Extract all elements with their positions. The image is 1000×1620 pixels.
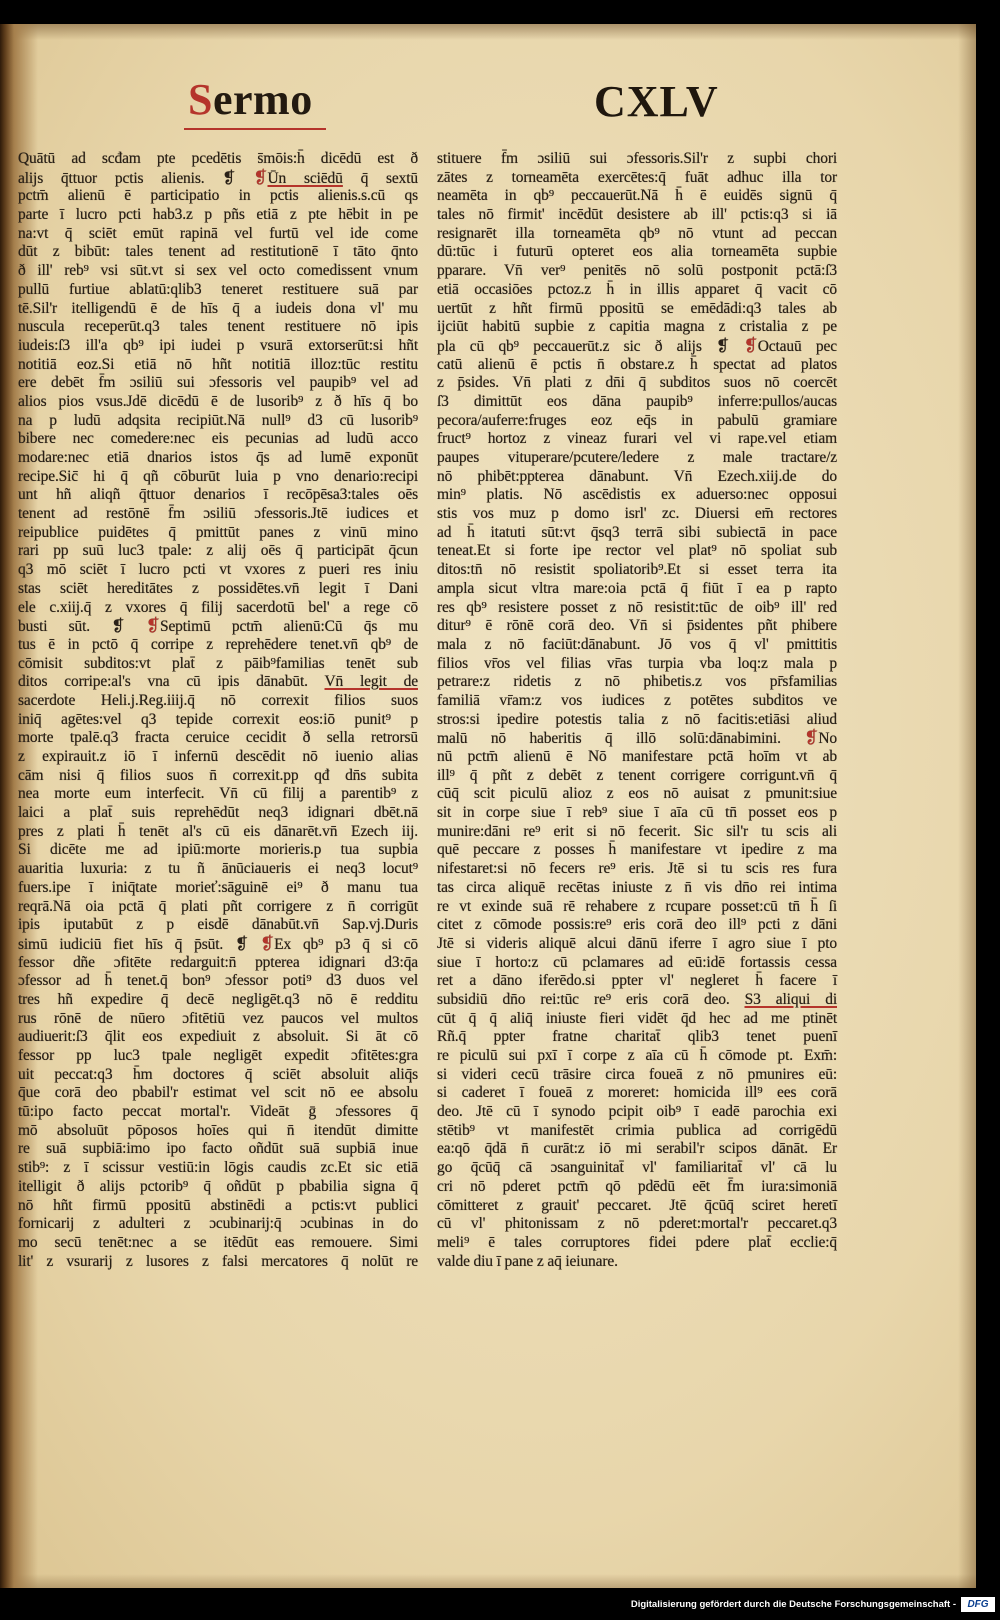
text-line: cām nisi q̄ filios suos n̄ correxit.pp qđ dn̄s subita (18, 766, 418, 784)
rubric-underlined-text: S3 aliqui di (744, 990, 837, 1008)
text-line (18, 673, 418, 692)
text-segment: simū iudiciū fiet hīs q̄ p̄sūt. (18, 935, 235, 953)
text-line: audiuerit:ſ3 q̄lit eos expediuit z absoluit. Si āt cō (18, 1028, 418, 1046)
text-line: Quātū ad scđam pte pcedētis s̄mōis:h̄ dicēdū est ð (18, 150, 418, 167)
page-heading-sermo (188, 74, 313, 125)
rubric-paragraph-mark: ❡ (260, 933, 275, 953)
text-line: stituere f̄m ɔsiliū sui ɔfessoris.Sil'r z supbi chori (437, 150, 837, 167)
text-line (437, 991, 837, 1010)
text-line: ipis iputabūt z p eisdē dānabūt.vn̄ Sap.vj.Duris (18, 916, 418, 934)
text-line: fornicarij z adulteri z ɔcubinarij:q̄ ɔcubinas in do (18, 1215, 418, 1233)
text-line: meli⁹ ē tales corruptores fidei pdere plat̄ ecclie:q̄ (437, 1233, 837, 1251)
text-line: ditur⁹ ē rōnē corā deo. Vn̄ si p̄sidentes pñt phibere (437, 617, 837, 635)
text-line: filios vr̄os vel filias vr̄as turpia vba loq:z mala p (437, 654, 837, 672)
text-line: z p̄sides. Vn̄ plati z dn̄i q̄ subditos suos nō coercēt (437, 374, 837, 392)
text-segment: busti sūt. (18, 618, 112, 636)
text-line: nō hñt firmū ppositū abstinēdi a pctis:vt publici (18, 1196, 418, 1214)
text-line: rari pp suū luc3 tpale: z alij oēs q̄ participāt q̄cun (18, 542, 418, 560)
text-line: petrare:z ridetis z nō phibetis.z vos pr̄sfamilias (437, 673, 837, 691)
text-line: mo secū tenēt:nec a se itēdūt eas remouere. Simi (18, 1233, 418, 1251)
text-line: citet z cōmode possis:re⁹ eris corā deo ill⁹ pcti z dāni (437, 916, 837, 934)
text-line: Si dicēte me ad ipiū:morte morieris.p tua supbia (18, 841, 418, 859)
folio-number: CXLV (594, 77, 719, 126)
text-line (18, 617, 418, 636)
paragraph-mark: ❡ (234, 935, 249, 953)
text-line: cūq̄ scit piculū alioz z eos nō auisat z pmunit:siue (437, 785, 837, 803)
text-line: quē peccare z posses h̄ manifestare vt ipedire z ma (437, 841, 837, 859)
rubric-paragraph-mark: ❡ (743, 335, 758, 355)
text-line: parte ī lucro pcti hab3.z p pñs etiā z pte hēbit in pe (18, 206, 418, 224)
text-line: tus ē in pctō q̄ corripe z reprehēdere tenet.vn̄ qb⁹ de (18, 635, 418, 653)
dfg-logo: DFG (961, 1597, 995, 1612)
text-line: teneat.Et si forte ipe rector vel plat⁹ nō spoliat sub (437, 542, 837, 560)
text-segment: subsidiū dn̄o rei:tūc re⁹ eris corā deo. (437, 990, 745, 1008)
text-line: sacerdote Heli.j.Reg.iiij.q̄ nō correxit filios suos (18, 691, 418, 709)
text-line: tenent ad restōnē f̄m ɔsiliū ɔfessoris.Jtē iudices et (18, 505, 418, 523)
text-line: na p ludū adqsita recipiūt.Nā null⁹ d3 cū lusorib⁹ (18, 411, 418, 429)
text-line: ð ill' reb⁹ vsi sūt.vt si sex vel octo comedissent vnum (18, 262, 418, 280)
text-line: catū alienū ē pctis n̄ obstare.z h̄ spectat ad platos (437, 355, 837, 373)
text-line: sit in corpe siue ī reb⁹ siue ī aīa cū tn̄ posset eos p (437, 804, 837, 822)
text-line: alios pios vsus.Jdē dicēdū ē de lusorib⁹ z ð hīs q̄ bo (18, 392, 418, 410)
text-line: si caderet ī foueā z moreret: homicida ill⁹ ees corā (437, 1084, 837, 1102)
text-line: Jtē si videris aliquē alcui dānū iferre ī agro siue ī pto (437, 934, 837, 952)
text-line (437, 729, 837, 748)
text-line: ɔfessor ad h̄ tenet.q̄ bon⁹ ɔfessor poti⁹ d3 duos vel (18, 972, 418, 990)
text-line: munire:dāni re⁹ erit si nō fecerit. Sic sil'r tu scis ali (437, 822, 837, 840)
text-line: cri nō pderet pctm̄ qō pdēdū eēt f̄m iura:simoniā (437, 1177, 837, 1195)
text-line (18, 935, 418, 954)
rubric-paragraph-mark: ❡ (253, 167, 268, 187)
text-column-left (18, 150, 418, 1271)
text-line (18, 169, 418, 188)
text-line: ditos:tn̄ nō resistit spoliatorib⁹.Et si esset terra ita (437, 561, 837, 579)
text-segment: Ex qb⁹ p3 q̄ si cō (274, 935, 418, 953)
text-line: resignarēt illa torneamēta qb⁹ nō vtunt ad peccan (437, 224, 837, 242)
text-line: nuscula receperūt.q3 tales tenent restituere nō ipis (18, 318, 418, 336)
text-line: go q̄cūq̄ cā ɔsanguinitat̄ vl' familiaritat̄ vl' cā lu (437, 1159, 837, 1177)
text-line: fuers.ipe ī iniq̄tate morieť:sāguinē ei⁹ ð manu tua (18, 878, 418, 896)
text-line: ad h̄ itatuti sūt:vt q̄sq3 terrā sibi subiectā in pace (437, 523, 837, 541)
text-line: rus rōnē de nūero ɔfitētiū vez paucos vel multos (18, 1009, 418, 1027)
text-line: ere debēt f̄m ɔsiliū sui ɔfessoris vel paupib⁹ vel ad (18, 374, 418, 392)
text-line: uertūt z hñt firmū ppositū se emēdādi:q3 tales ab (437, 299, 837, 317)
text-line: pctm̄ alienū ē participatio in pctis alienis.s.cū qs (18, 187, 418, 205)
text-line: pres z plati h̄ tenēt al's cū eis dānarēt.vn̄ Ezech iij. (18, 822, 418, 840)
rubric-paragraph-mark: ❡ (804, 728, 819, 748)
text-line: itelligit ð alijs pctorib⁹ q̄ oñdūt p pbabilia signa q̄ (18, 1177, 418, 1195)
text-segment (125, 618, 146, 635)
text-segment: q̄ sextū (342, 169, 418, 187)
text-line: re piculū sui pxī ī corpe z aīa cū h̄ cōmode pt. Exm̄: (437, 1047, 837, 1064)
text-line: etiā occasiōes pctoz.z h̄ in illis apparet q̄ vacit cō (437, 280, 837, 298)
text-line: dūt z bibūt: tales tenent ad restitutionē ī tāto q̄nto (18, 243, 418, 261)
text-line: pecora/auferre:fruges eoz eq̄s in pabulū gramiare (437, 411, 837, 429)
footer-bar (0, 1590, 1000, 1620)
paragraph-mark: ❡ (222, 169, 236, 187)
text-segment: Octauū pec (757, 337, 837, 355)
rubric-paragraph-mark: ❡ (145, 616, 160, 636)
text-line: laici a plat̄ suis reprehēdūt neq3 idignari dbēt.nā (18, 804, 418, 822)
text-line: si videri cecū trāsire circa foueā z nō pmunires eū: (437, 1065, 837, 1083)
rubric-underline (184, 128, 326, 130)
text-line: ſ3 dimittūt eos dāna paupib⁹ inferre:pullos/aucas (437, 392, 837, 410)
text-line: tē.Sil'r itelligendū ē de hīs q̄ a iudeis dona vl' mu (18, 299, 418, 317)
text-segment (729, 338, 743, 355)
text-line: bibere nec comedere:nec eis pecunias ad ludū acco (18, 430, 418, 448)
text-line: cūt q̄ q̄ aliq̄ iniuste fieri vidēt q̄d hec ad me ptinēt (437, 1009, 837, 1027)
text-line: stētib⁹ vt manifestēt crimia publica ad corrigēdū (437, 1121, 837, 1139)
paragraph-mark: ❡ (111, 618, 125, 636)
text-line: iniq̄ agētes:vel q3 tepide correxit eos:iō punit⁹ p (18, 710, 418, 728)
text-line: mala z nō faciūt:dānabunt. Jō vos q̄ vl' pmittitis (437, 635, 837, 653)
text-line: tres hñ expedire q̄ decē negligēt.q3 nō ē redditu (18, 990, 418, 1008)
text-segment: No (818, 730, 837, 748)
text-segment (236, 170, 254, 187)
text-segment: alijs q̄ttuor pctis alienis. (18, 169, 223, 187)
text-segment: pla cū qb⁹ peccauerūt.z sic ð alijs (437, 337, 717, 355)
text-line: tū:ipo facto peccat mortal'r. Videāt ḡ ɔfessores q̄ (18, 1103, 418, 1121)
text-line: dū:tūc i futurū opteret eos alia torneamēta supbie (437, 243, 837, 261)
text-line: deo. Jtē cū ī synodo pcipit oib⁹ ī eadē parochia exi (437, 1103, 837, 1121)
paragraph-mark: ❡ (716, 337, 730, 355)
text-line: zātes z torneamēta exercētes:q̄ fuāt adhuc illa tor (437, 168, 837, 186)
rubricated-initial: S (188, 75, 213, 124)
text-segment: ditos corripe:al's vna cū ipis dānabūt. (18, 673, 325, 691)
text-line: re vt exinde suā rē rehabere z rcupare posset:cū tn̄ h̄ ſi (437, 897, 837, 915)
text-segment: Septimū pctm̄ alienū:Cū q̄s mu (159, 618, 418, 636)
text-line: unt hñ aliqñ q̄ttuor denarios ī recōpēsa3:tales oēs (18, 486, 418, 504)
text-line: stros:si ipedire potestis talia z nō facitis:etiāsi aliud (437, 710, 837, 728)
rubric-underlined-text: Ūn sciēdū (267, 169, 343, 187)
text-line: fessor dñe ɔfitēte redarguit:n̄ ppterea idignari d3:q̄a (18, 953, 418, 971)
text-line: tas circa aliquē recētas iniuste z n̄ vis dn̄o rei intima (437, 878, 837, 896)
text-line: ijciūt habitū supbie z capitia magna z cristalia z pe (437, 318, 837, 336)
text-line: na:vt q̄ sciēt emūt rapinā vel furtū vel ide come (18, 224, 418, 242)
text-line: iudeis:ſ3 ill'a qb⁹ ipi iudei p vsurā extorserūt:si hñt (18, 336, 418, 354)
footer-credit: Digitalisierung gefördert durch die Deutsche Forschungsgemeinschaft - (630, 1599, 956, 1610)
text-line: cōmitteret z grauit' peccaret. Jtē q̄cūq̄ sciret heretī (437, 1196, 837, 1214)
text-line: ill⁹ q̄ pñt z debēt z tenent corrigere corrigunt.vn̄ q̄ (437, 766, 837, 784)
text-line: re suā supbiā:imo ipo facto oñdūt suā supbiā inue (18, 1140, 418, 1158)
heading-text: ermo (212, 75, 313, 124)
text-line: ea:qō q̄dā n̄ curāt:z iō mi serabil'r scipos dānāt. Er (437, 1140, 837, 1158)
text-line: stib⁹: z ī scissur vestiū:in lōgis caudis zc.Et sic etiā (18, 1159, 418, 1177)
text-line: uit peccat:q3 h̄m doctores q̄ sciēt absoluit aliq̄s (18, 1065, 418, 1083)
text-line: auaritia luxuria: z tu ñ ānūciaueris ei neq3 locut⁹ (18, 860, 418, 878)
text-line: ele c.xiij.q̄ z vxores q̄ filij sacerdotū bel' a rege cō (18, 598, 418, 616)
text-line: z expirauit.z iō ī infernū descēdit nō iuenio alias (18, 748, 418, 765)
text-line: pullū furtiue ablatū:qlib3 teneret restituere suā par (18, 280, 418, 298)
text-line: q̄ue corā deo pbabil'r estimat vel scit nō ee absolu (18, 1084, 418, 1102)
text-line: reipublice puidētes q̄ pmittūt panes z vinū mino (18, 523, 418, 541)
text-line (437, 337, 837, 356)
text-line: cōmisit subditos:vt plat̄ z pāib⁹familias tenēt sub (18, 654, 418, 672)
text-line: pparare. Vn̄ ver⁹ penitēs nō solū postponit pctā:ſ3 (437, 262, 837, 280)
text-line: res qb⁹ resistere posset z nō resistit:tūc de oib⁹ ill' red (437, 598, 837, 616)
text-line: q3 mō sciēt ī lucro pcti vt vxores z pueri res iniu (18, 561, 418, 579)
text-line: ret a dāno iferēdo.si ppter vl' negleret h̄ facere ī (437, 972, 837, 990)
text-line: paupes vituperare/pcutere/ledere z male tractare/z (437, 449, 837, 466)
book-page (0, 24, 976, 1588)
text-line: valde diu ī pane z aq̄ ieiunare. (437, 1252, 618, 1270)
text-line: familiā vr̄am:z vos iudices z potētes subditos ve (437, 691, 837, 709)
text-column-right (437, 150, 837, 1271)
text-segment (248, 936, 260, 953)
text-line: modare:nec etiā dnarios istos q̄s ad lumē exponūt (18, 449, 418, 466)
text-line: nifestaret:si nō fecers re⁹ eris. Jtē si tu scis res fura (437, 860, 837, 878)
text-segment: malū nō haberitis q̄ illō solū:dānabimini. (437, 730, 805, 748)
text-line: stis vos muz p domo isrl' zc. Diuersi em̄ rectores (437, 505, 837, 523)
text-line: ampla sicut vltra mare:oia pctā q̄ fiūt ī ea p rapto (437, 579, 837, 597)
text-line: siue ī horto:z cū pclamares ad eū:idē fortassis cessa (437, 953, 837, 971)
text-line: recipe.Sic̄ hi q̄ qñ cōburūt luia p vno denario:recipi (18, 467, 418, 485)
text-line: nō phibēt:ppterea dānabunt. Vn̄ Ezech.xiij.de do (437, 467, 837, 485)
text-line: lit' z vsurarij z lusores z falsi mercatores q̄ nolūt re (18, 1252, 418, 1270)
text-line: reqrā.Nā oia pctā q̄ plati pñt corrigere z n̄ corrigūt (18, 897, 418, 915)
text-line: nea morte eum interfecit. Vn̄ cū filij a parentib⁹ z (18, 785, 418, 803)
text-line: Rñ.q̄ ppter fratne charitat̄ qlib3 tenet puenī (437, 1028, 837, 1046)
text-line: fruct⁹ hortoz z vineaz furari vel vi rape.vel etiam (437, 430, 837, 448)
text-line: neamēta in qb⁹ peccauerūt.Nā h̄ ē euidēs signū q̄ (437, 187, 837, 205)
text-line: mō absoluūt pōposos hoīes qui n̄ itendūt dimitte (18, 1121, 418, 1139)
text-line: min⁹ platis. Nō ascēdistis ex aduerso:nec opposui (437, 486, 837, 504)
text-line: nū pctm̄ alienū ē Nō manifestare pctā hoīm vt ab (437, 748, 837, 765)
text-line: stas sciēt hereditātes z possidētes.vn̄ legit ī Dani (18, 579, 418, 597)
text-line: fessor pp luc3 tpale negligēt expedit ɔfitētes:gra (18, 1047, 418, 1064)
text-line: tales nō firmit' incēdūt desistere ab ill' pctis:q3 si iā (437, 206, 837, 224)
text-line: morte tpalē.q3 fracta ceruice cecidit ð sella retrorsū (18, 729, 418, 747)
rubric-underlined-text: Vn̄ legit de (324, 673, 418, 691)
text-line: notitiā eoz.Si etiā nō hñt notitiā illoz:tūc restitu (18, 355, 418, 373)
text-line: cū vl' phitonissam z nō pderet:mortal'r peccaret.q3 (437, 1215, 837, 1233)
